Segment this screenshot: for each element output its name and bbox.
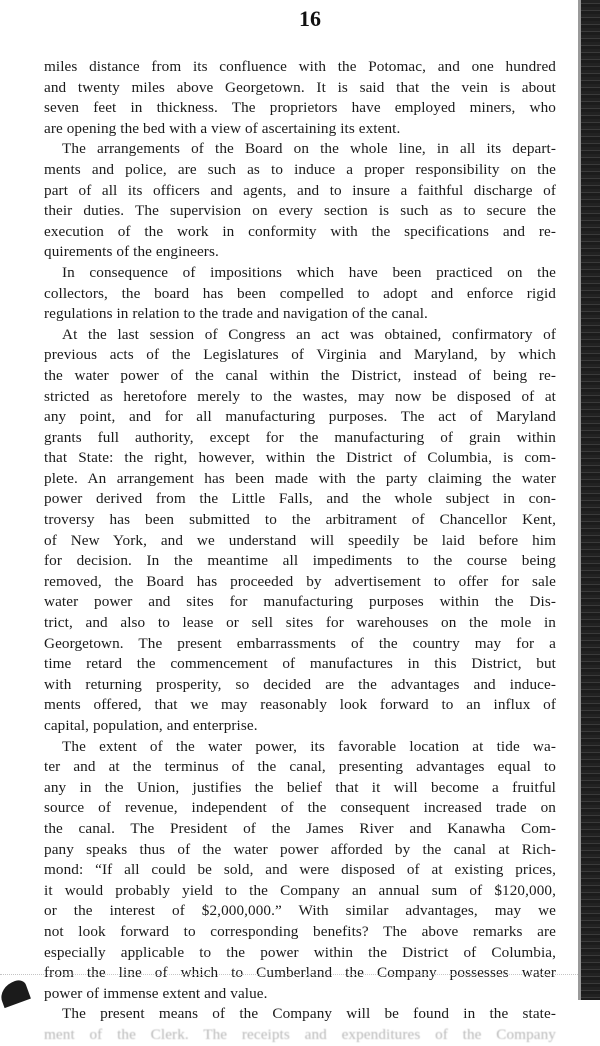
text-line: any point, and for all manufacturing purposes. The act of Maryland [44, 408, 556, 426]
text-line: The arrangements of the Board on the whole line, in all its depart- [62, 140, 556, 158]
text-line: time retard the commencement of manufactures in this District, but [44, 655, 556, 673]
text-line: part of all its officers and agents, and to insure a faithful discharge of [44, 181, 556, 199]
text-line: the water power of the canal within the District, instead of being re- [44, 366, 556, 384]
text-line: seven feet in thickness. The proprietors have employed miners, who [44, 99, 556, 117]
text-line: of New York, and we understand will speedily be laid before him [44, 531, 556, 549]
text-line: power of immense extent and value. [44, 984, 268, 1002]
text-line: removed, the Board has proceeded by advertisement to offer for sale [44, 572, 556, 590]
text-line: stricted as heretofore merely to the wastes, may now be disposed of at [44, 387, 556, 405]
text-line: In consequence of impositions which have been practiced on the [62, 263, 556, 281]
page-number: 16 [299, 6, 321, 31]
text-line: it would probably yield to the Company an annual sum of $120,000, [44, 881, 556, 899]
text-line: plete. An arrangement has been made with the party claiming the water [44, 469, 556, 487]
text-line: their duties. The supervision on every section is such as to secure the [44, 202, 556, 220]
text-line: and twenty miles above Georgetown. It is said that the vein is about [44, 78, 556, 96]
text-line: for decision. In the meantime all impediments to the course being [44, 552, 556, 570]
text-line: quirements of the engineers. [44, 243, 219, 261]
text-line: that State: the right, however, within the District of Columbia, is com- [44, 449, 556, 467]
scan-artifact-line [0, 974, 578, 976]
text-line: execution of the work in conformity with the specifications and re- [44, 222, 556, 240]
text-line: regulations in relation to the trade and navigation of the canal. [44, 305, 428, 323]
text-line: any in the Union, justifies the belief that it will become a fruitful [44, 778, 556, 796]
text-line: collectors, the board has been compelled to adopt and enforce rigid [44, 284, 556, 302]
text-line: ment of the Clerk. The receipts and expenditures of the Company [44, 1025, 556, 1043]
text-line: trict, and also to lease or sell sites for warehouses on the mole in [44, 614, 556, 632]
text-line: miles distance from its confluence with the Potomac, and one hundred [44, 58, 556, 75]
text-line: are opening the bed with a view of ascertaining its extent. [44, 119, 401, 137]
text-line: troversy has been submitted to the arbitrament of Chancellor Kent, [44, 511, 556, 529]
scan-artifact-blot [0, 978, 31, 1008]
scan-edge-strip [578, 0, 600, 1000]
text-line: the canal. The President of the James River and Kanawha Com- [44, 819, 556, 837]
body-text [44, 57, 556, 1046]
text-line: from the line of which to Cumberland the Company possesses water [44, 964, 556, 982]
text-line: ter and at the terminus of the canal, presenting advantages equal to [44, 758, 556, 776]
text-line: capital, population, and enterprise. [44, 717, 258, 734]
text-line: mond: “If all could be sold, and were disposed of at existing prices, [44, 861, 556, 879]
text-line: with returning prosperity, so decided are the advantages and induce- [44, 675, 556, 693]
text-line: especially applicable to the power within the District of Columbia, [44, 943, 556, 961]
text-line: source of revenue, independent of the consequent increased trade on [44, 799, 556, 817]
text-line: previous acts of the Legislatures of Virginia and Maryland, by which [44, 346, 556, 364]
text-line: not look forward to corresponding benefits? The above remarks are [44, 922, 556, 940]
text-line: ments and police, are such as to induce a proper responsibility on the [44, 160, 556, 178]
text-line: grants full authority, except for the manufacturing of grain within [44, 428, 556, 446]
text-line: water power and sites for manufacturing purposes within the Dis- [44, 593, 556, 611]
text-line: Georgetown. The present embarrassments of the country may for a [44, 634, 556, 652]
text-line: At the last session of Congress an act was obtained, confirmatory of [62, 325, 556, 343]
text-line: The extent of the water power, its favorable location at tide wa- [62, 737, 556, 755]
text-line: The present means of the Company will be found in the state- [62, 1005, 556, 1023]
text-line: ments offered, that we may reasonably look forward to an influx of [44, 696, 556, 714]
text-line: or the interest of $2,000,000.” With similar advantages, may we [44, 902, 556, 920]
text-line: power derived from the Little Falls, and the whole subject in con- [44, 490, 556, 508]
text-line: pany speaks thus of the water power afforded by the canal at Rich- [44, 840, 556, 858]
